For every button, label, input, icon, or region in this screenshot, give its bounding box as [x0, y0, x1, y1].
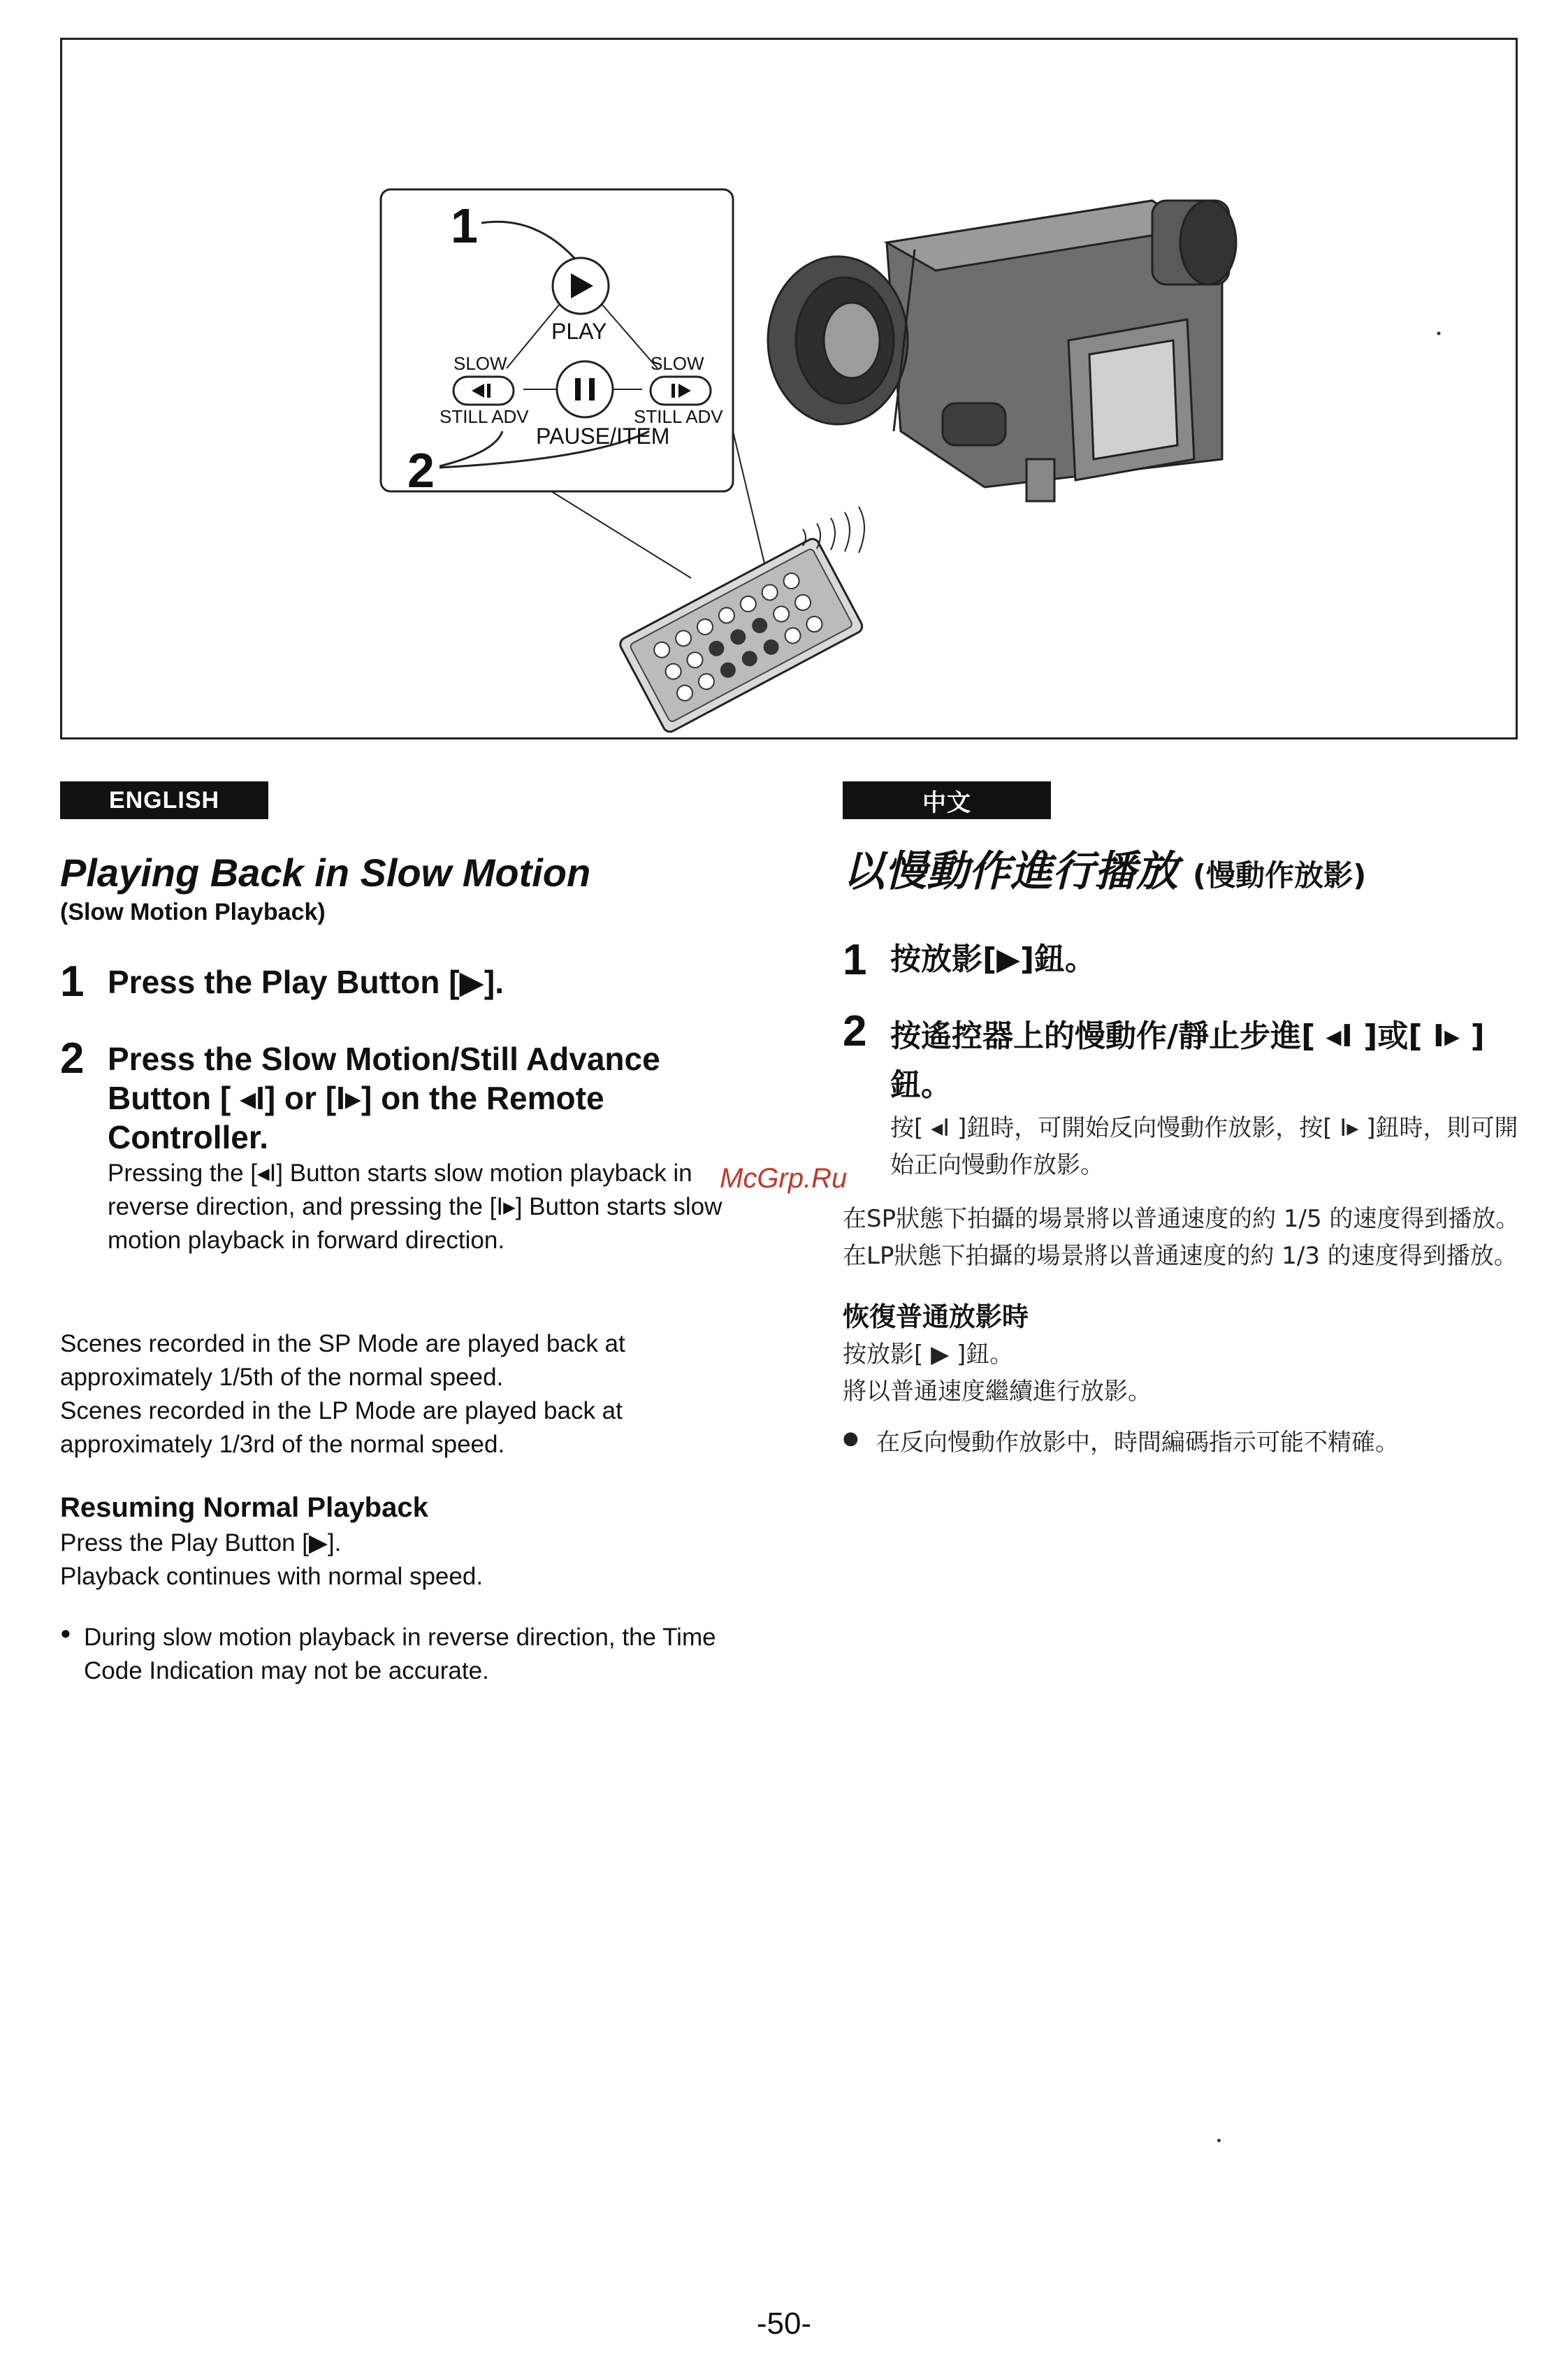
resume-line-2: Playback continues with normal speed.	[60, 1562, 484, 1590]
lp-mode-note: Scenes recorded in the LP Mode are played back at approximately 1/3rd of the normal speed.	[60, 1396, 623, 1458]
zh-resume-line-2: 將以普通速度繼續進行放影。	[843, 1377, 1152, 1406]
page-number: -50-	[756, 2306, 812, 2341]
camcorder	[768, 201, 1236, 501]
chinese-page-title	[843, 849, 1527, 895]
scan-speck	[1217, 2139, 1221, 2142]
time-code-bullet: ● During slow motion playback in reverse direction, the Time Code Indication may not be accurate.	[60, 1621, 734, 1688]
zh-time-code-bullet: ● 在反向慢動作放影中，時間編碼指示可能不精確。	[843, 1424, 1527, 1461]
chinese-title-main: 以慢動作進行播放	[843, 847, 1178, 896]
callout-pointer-line	[551, 491, 691, 578]
zh-lp-mode-note: 在LP狀態下拍攝的場景將以普通速度的約 1/3 的速度得到播放。	[843, 1241, 1518, 1270]
resume-heading: Resuming Normal Playback	[60, 1492, 428, 1523]
remote-controller	[618, 537, 864, 735]
pause-button-circle	[557, 361, 613, 417]
pause-item-label: PAUSE/ITEM	[536, 424, 670, 449]
zh-resume-line-1: 按放影[ ▶ ]鈕。	[843, 1341, 1014, 1369]
step-2-text: Press the Slow Motion/Still Advance Button [ ◂I] or [I▸] on the Remote Controller.	[108, 1040, 660, 1155]
still-adv-left-label: STILL ADV	[440, 406, 529, 427]
callout-number-1: 1	[451, 198, 478, 253]
english-language-tab: ENGLISH	[60, 781, 268, 819]
watermark-text: McGrp.Ru	[720, 1163, 848, 1194]
english-page-title: Playing Back in Slow Motion	[60, 851, 591, 895]
still-adv-right-label: STILL ADV	[634, 406, 723, 427]
zh-step-2-text: 按遙控器上的慢動作/靜止步進[ ◂I ]或[ I▸ ]鈕。	[890, 1018, 1485, 1104]
step-2-detail: Pressing the [◂I] Button starts slow motion playback in reverse direction, and pressing the [I▸] Button starts slow motion playback in forward direction.	[108, 1160, 723, 1254]
zh-resume-heading: 恢復普通放影時	[843, 1301, 1029, 1333]
zh-step-2-number: 2	[843, 1006, 867, 1055]
chinese-title-paren: (慢動作放影)	[1192, 858, 1367, 893]
english-column	[60, 851, 759, 1688]
illustration-frame	[60, 38, 1518, 739]
chinese-language-tab: 中文	[843, 781, 1051, 819]
chinese-step-1	[843, 936, 1527, 984]
play-label: PLAY	[551, 319, 607, 344]
callout-number-2: 2	[407, 443, 435, 498]
slow-right-label: SLOW	[651, 353, 704, 374]
zh-step-2-detail: 按[ ◂I ]鈕時，可開始反向慢動作放影，按[ I▸ ]鈕時，則可開始正向慢動作放影。	[890, 1114, 1518, 1180]
zh-step-1-number: 1	[843, 936, 867, 984]
callout-pointer-line	[733, 431, 768, 578]
zh-step-1-text: 按放影[▶]鈕。	[890, 941, 1096, 977]
chinese-step-2	[843, 1006, 1527, 1184]
step-1-number: 1	[60, 957, 85, 1006]
pause-icon	[575, 378, 581, 400]
forward-slow-icon	[672, 384, 675, 398]
sp-mode-note: Scenes recorded in the SP Mode are played back at approximately 1/5th of the normal speed.	[60, 1329, 625, 1391]
step-2-number: 2	[60, 1034, 85, 1083]
zh-sp-mode-note: 在SP狀態下拍攝的場景將以普通速度的約 1/5 的速度得到播放。	[843, 1204, 1520, 1233]
remote-and-camcorder-illustration	[62, 40, 1516, 737]
resume-line-1: Press the Play Button [▶].	[60, 1529, 342, 1557]
english-step-1	[60, 957, 759, 1006]
english-page-subtitle: (Slow Motion Playback)	[60, 898, 326, 925]
slow-left-label: SLOW	[453, 353, 507, 374]
chinese-column	[843, 849, 1527, 1461]
english-step-2	[60, 1034, 759, 1257]
step-1-text: Press the Play Button [▶].	[108, 963, 504, 1000]
